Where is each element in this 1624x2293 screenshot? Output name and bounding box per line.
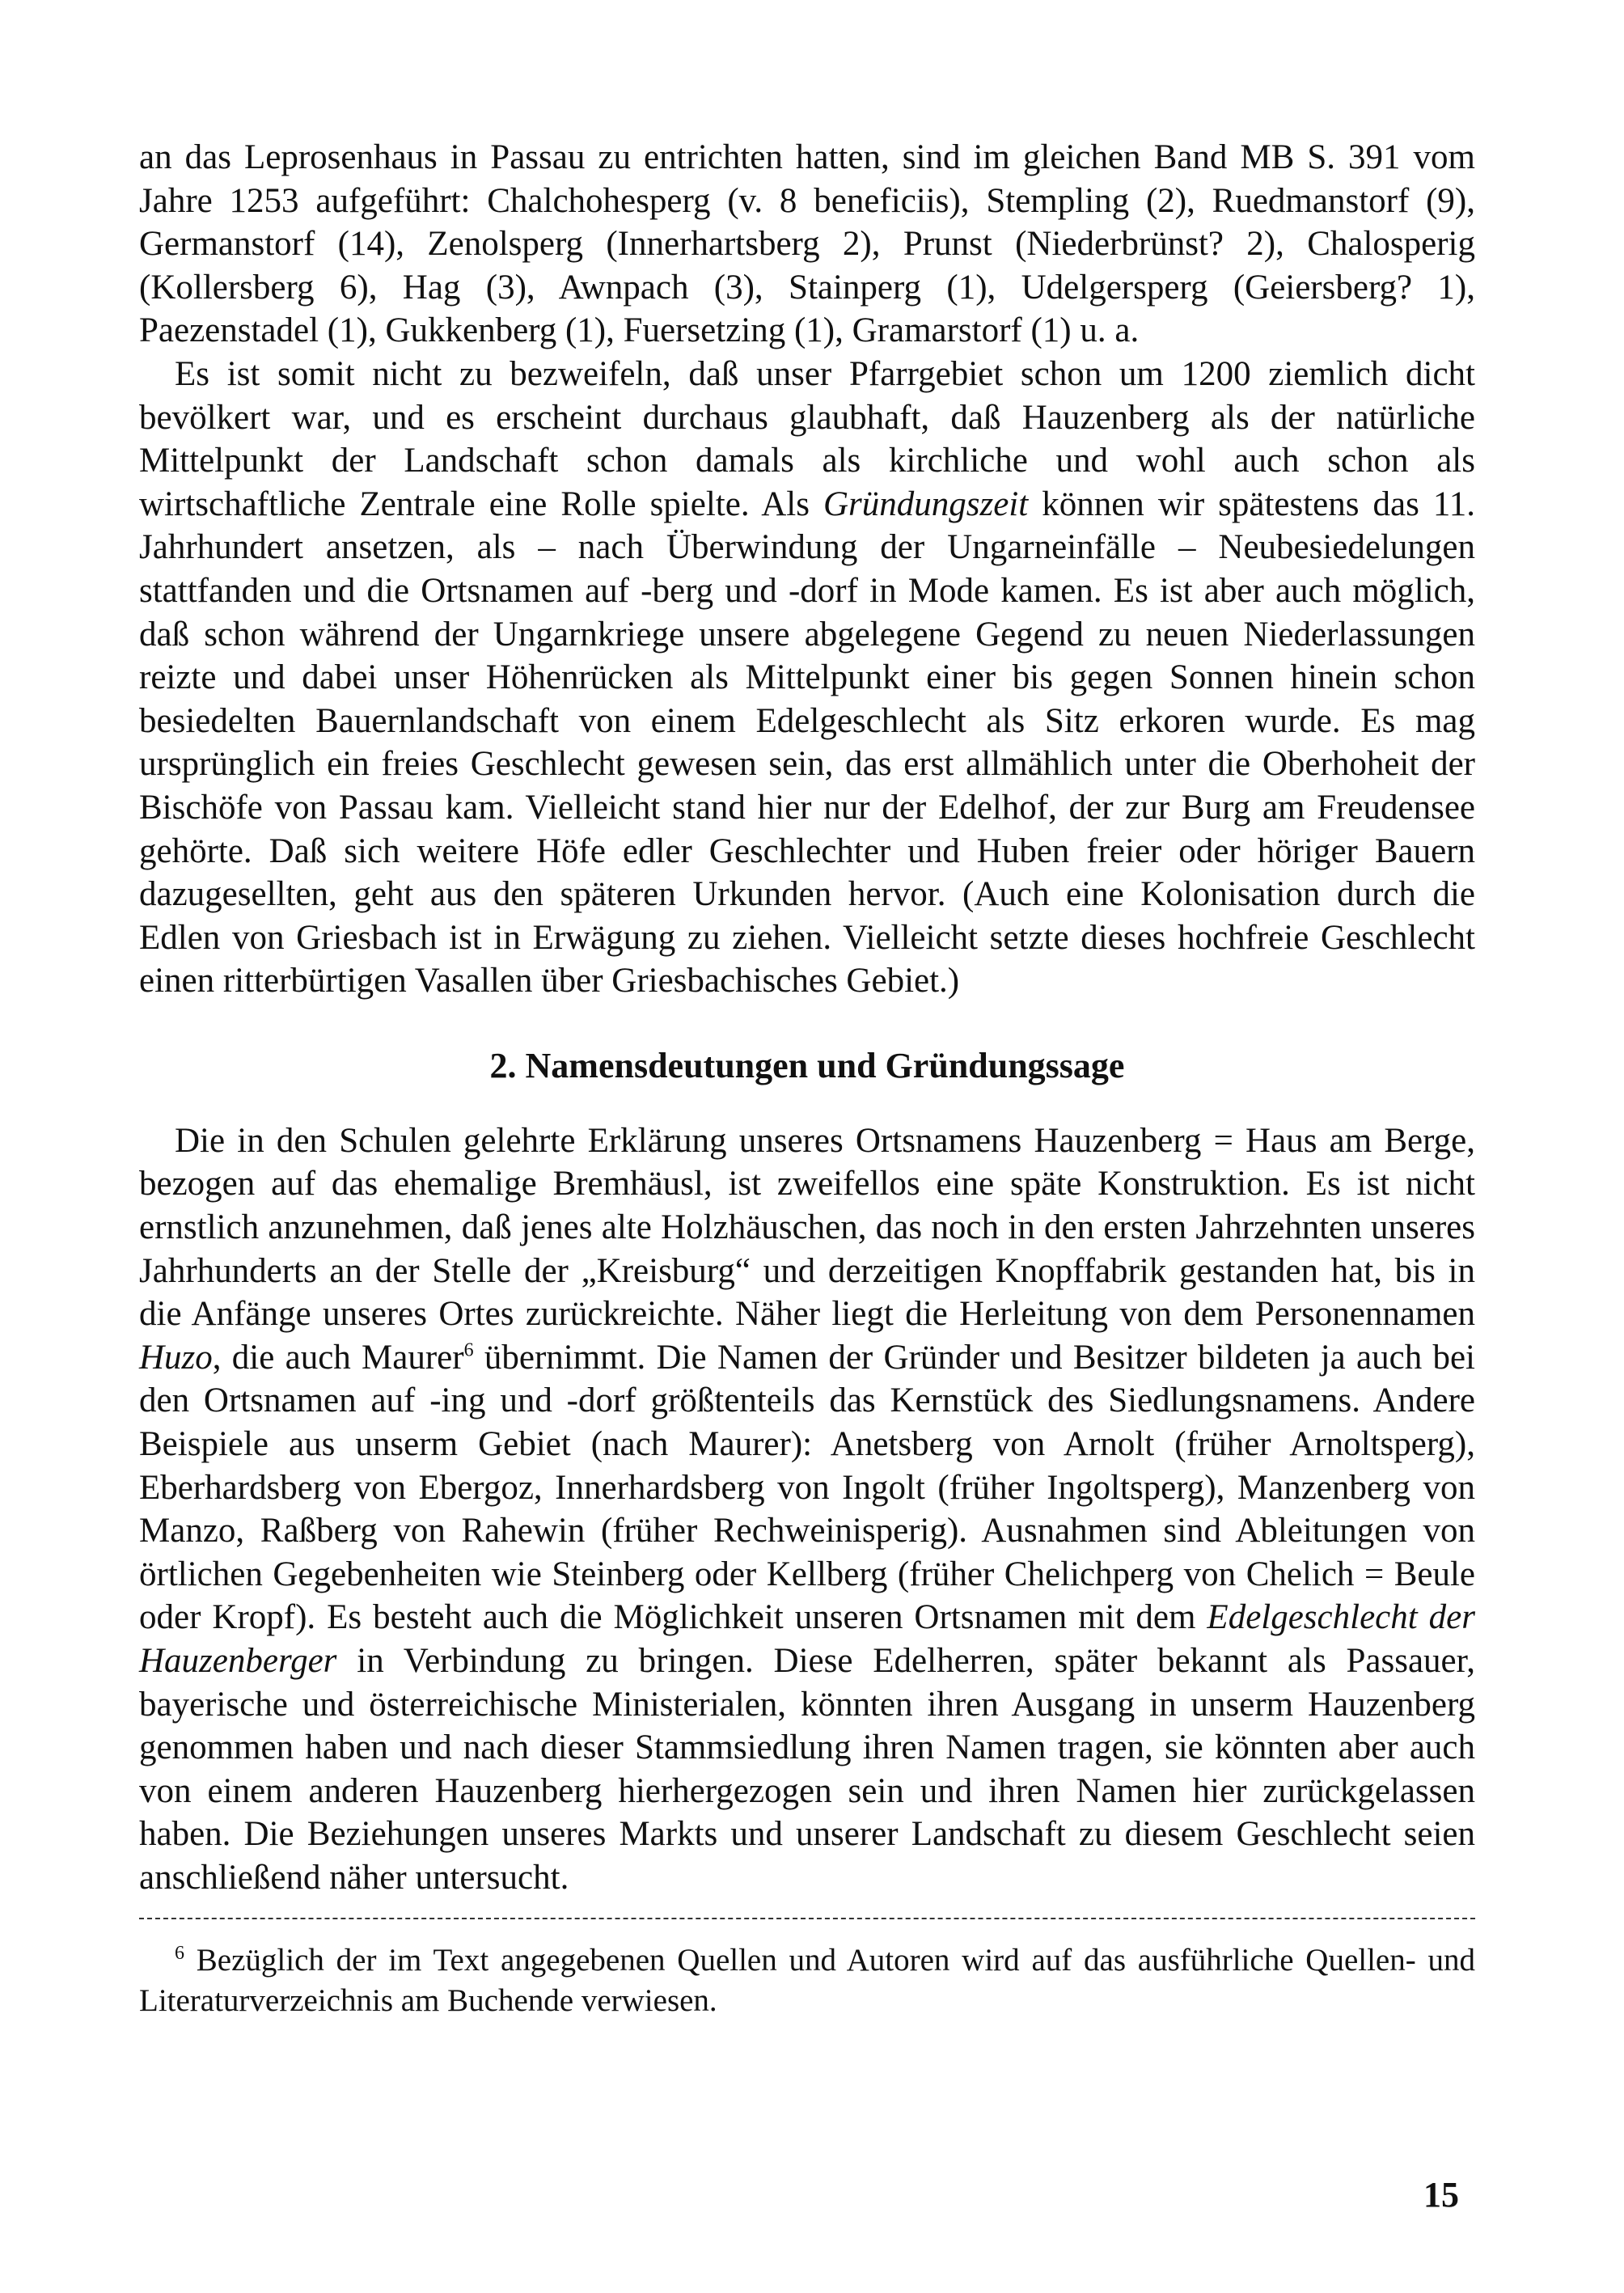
footnote-reference: 6: [463, 1339, 474, 1361]
text-run: , die auch Maurer: [212, 1338, 464, 1377]
paragraph-name-interpretation: [139, 1119, 1475, 1900]
page-body: [139, 136, 1475, 2021]
emphasis-gruendungszeit: Gründungszeit: [823, 484, 1029, 523]
section-heading: 2. Namensdeutungen und Gründungssage: [489, 1045, 1125, 1085]
footnote-mark: 6: [175, 1942, 184, 1964]
footnote-separator: [139, 1918, 1475, 1919]
text-run: können wir spätestens das 11. Jahrhundert ansetzen, als – nach Überwindung der Ungarneinfälle – Neubesiedelungen stattfanden und die Ortsnamen auf -berg und -dorf in Mode kamen. Es ist aber auch möglich, daß schon während der Ungarnkriege unsere abgelegene Gegend zu neuen Niederlassungen reizte und dabei unser Höhenrücken als Mittelpunkt einer bis gegen Sonnen hinein schon besiedelten Bauernlandschaft von einem Edelgeschlecht als Sitz erkoren wurde. Es mag ursprünglich ein freies Geschlecht gewesen sein, das erst allmählich unter die Oberhoheit der Bischöfe von Passau kam. Vielleicht stand hier nur der Edelhof, der zur Burg am Freudensee gehörte. Daß sich weitere Höfe edler Geschlechter und Huben freier oder höriger Bauern dazugesellten, geht aus den späteren Urkunden hervor. (Auch eine Kolonisation durch die Edlen von Griesbach ist in Erwägung zu ziehen. Vielleicht setzte dieses hochfreie Geschlecht einen ritterbürtigen Vasallen über Griesbachisches Gebiet.): [139, 484, 1476, 1001]
paragraph-settlement-history: [139, 353, 1475, 1003]
text-run: Die in den Schulen gelehrte Erklärung unseres Ortsnamens Hauzenberg = Haus am Berge, bezogen auf das ehemalige Bremhäusl, ist zweifellos eine späte Konstruktion. Es ist nicht ernstlich anzunehmen, daß jenes alte Holzhäuschen, das noch in den ersten Jahrzehnten unseres Jahrhunderts an der Stelle der „Kreisburg“ und derzeitigen Knopffabrik gestanden hat, bis in die Anfänge unseres Ortes zurückreichte. Näher liegt die Herleitung von dem Personennamen: [139, 1121, 1475, 1334]
text-run: übernimmt. Die Namen der Gründer und Besitzer bildeten ja auch bei den Ortsnamen auf -ing und -dorf größtenteils das Kernstück des Siedlungsnamens. Andere Beispiele aus unserm Gebiet (nach Maurer): Anetsberg von Arnolt (früher Arnoltsperg), Eberhardsberg von Ebergoz, Innerhardsberg von Ingolt (früher Ingoltsperg), Manzenberg von Manzo, Raßberg von Rahewin (früher Rechweinisperig). Ausnahmen sind Ableitungen von örtlichen Gegebenheiten wie Steinberg oder Kellberg (früher Chelichperg von Chelich = Beule oder Kropf). Es besteht auch die Möglichkeit unseren Ortsnamen mit dem: [139, 1338, 1476, 1637]
text-run: in Verbindung zu bringen. Diese Edelherren, später bekannt als Passauer, bayerische und österreichische Ministerialen, könnten ihren Ausgang in unserm Hauzenberg genommen haben und nach dieser Stammsiedlung ihren Namen tragen, sie könnten aber auch von einem anderen Hauzenberg hierhergezogen sein und ihren Namen hier zurückgelassen haben. Die Beziehungen unseres Markts und unserer Landschaft zu diesem Geschlecht seien anschließend näher untersucht.: [139, 1642, 1475, 1897]
text-run: Es ist somit nicht zu bezweifeln, daß unser Pfarrgebiet schon um 1200 ziemlich dicht bevölkert war, und es erscheint durchaus glaubhaft, daß Hauzenberg als der natürliche Mittelpunkt der Landschaft schon damals als kirchliche und wohl auch schon als wirtschaftliche Zentrale eine Rolle spielte. Als: [139, 354, 1475, 523]
page-number: 15: [1423, 2175, 1459, 2215]
paragraph-leprosenhaus-list: an das Leprosenhaus in Passau zu entrichten hatten, sind im gleichen Band MB S. 391 vom Jahre 1253 aufgeführt: Chalchohesperg (v. 8 beneficiis), Stempling (2), Ruedmanstorf (9), Germanstorf (14), Zenolsperg (Innerhartsberg 2), Prunst (Niederbrünst? 2), Chalosperig (Kollersberg 6), Hag (3), Awnpach (3), Stainperg (1), Udelgersperg (Geiersberg? 1), Paezenstadel (1), Gukkenberg (1), Fuersetzing (1), Gramarstorf (1) u. a.: [139, 138, 1475, 350]
footnote-text: Bezüglich der im Text angegebenen Quellen und Autoren wird auf das ausführliche Quellen- und Literaturverzeichnis am Buchende verwiesen.: [139, 1942, 1475, 2018]
emphasis-edelgeschlecht: Edelgeschlecht der Hauzenberger: [139, 1598, 1475, 1680]
emphasis-huzo: Huzo: [139, 1338, 213, 1377]
footnote: [139, 1940, 1475, 2021]
